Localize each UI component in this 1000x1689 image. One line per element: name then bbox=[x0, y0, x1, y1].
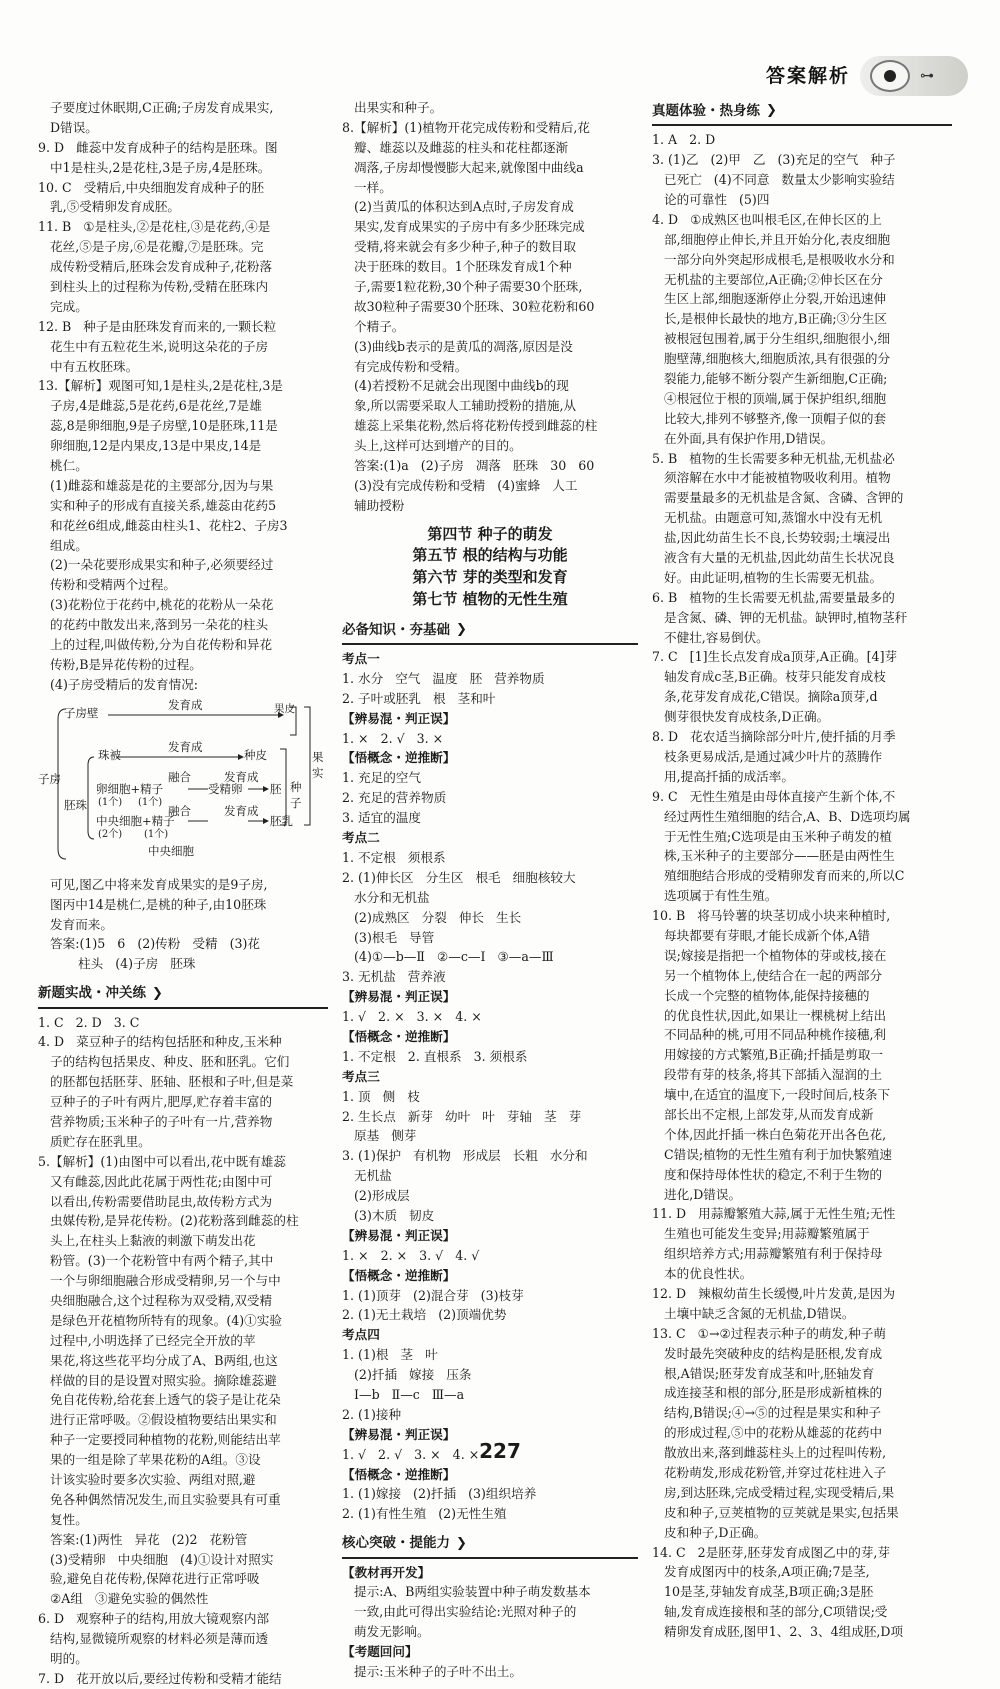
diagram-label-fayucheng-3: 发育成 bbox=[224, 769, 259, 784]
text-line: 本的优良性状。 bbox=[652, 1266, 753, 1282]
text-line: 无机盐的主要部位,A正确;②伸长区在分 bbox=[652, 271, 883, 287]
text-line: 枝条更易成活,是通过减少叶片的蒸腾作 bbox=[652, 748, 883, 764]
text-line: 5.【解析】(1)由图中可以看出,花中既有雄蕊 bbox=[38, 1153, 286, 1169]
diagram-label-fayucheng-2: 发育成 bbox=[168, 739, 203, 754]
text-line: 验,避免自花传粉,保障花进行正常呼吸 bbox=[38, 1571, 260, 1587]
text-line: (3)没有完成传粉和受精 (4)蜜蜂 人工 bbox=[342, 477, 578, 493]
text-line: 1. × 2. × 3. √ 4. √ bbox=[342, 1247, 480, 1263]
text-line: ②A组 ③避免实验的偶然性 bbox=[38, 1591, 209, 1607]
column-1-top-text bbox=[38, 98, 328, 695]
text-line: 1. (1)顶芽 (2)混合芽 (3)枝芽 bbox=[342, 1287, 524, 1303]
text-line: 进化,D错误。 bbox=[652, 1186, 742, 1202]
text-line: (4)若授粉不足就会出现图中曲线b的现 bbox=[342, 378, 569, 394]
text-line: 散放出来,落到雌蕊柱头上的过程叫传粉, bbox=[652, 1445, 887, 1461]
text-line: 雄蕊上采集花粉,然后将花粉传授到雌蕊的柱 bbox=[342, 418, 598, 434]
text-line: 明的。 bbox=[38, 1651, 88, 1666]
text-line: 【辨易混・判正误】 bbox=[342, 989, 456, 1005]
ovary-development-diagram bbox=[38, 699, 328, 869]
text-line: 比较大,排列不够整齐,像一顶帽子似的套 bbox=[652, 410, 887, 426]
text-line: 央细胞融合,这个过程称为双受精,双受精 bbox=[38, 1292, 273, 1308]
text-line: 9. C 无性生殖是由母体直接产生新个体,不 bbox=[652, 788, 896, 804]
text-line: 【教材再开发】 bbox=[342, 1564, 431, 1580]
text-line: 1. (1)嫁接 (2)扦插 (3)组织培养 bbox=[342, 1486, 537, 1502]
text-line: 14. C 2是胚芽,胚芽发育成图乙中的芽,芽 bbox=[652, 1544, 891, 1560]
text-line: 【辨易混・判正误】 bbox=[342, 1227, 456, 1243]
text-line: 被根冠包围着,属于分生组织,细胞很小,细 bbox=[652, 331, 891, 347]
text-line: 成传粉受精后,胚珠会发育成种子,花粉落 bbox=[38, 259, 273, 275]
text-line: 又有雌蕊,因此此花属于两性花;由图中可 bbox=[38, 1173, 273, 1189]
text-line: 免自花传粉,给花套上透气的袋子是让花朵 bbox=[38, 1392, 281, 1408]
text-line: 免各种偶然情况发生,而且实验要具有可重 bbox=[38, 1491, 281, 1507]
text-line: 2. (1)接种 bbox=[342, 1406, 402, 1422]
text-line: 12. D 辣椒幼苗生长缓慢,叶片发黄,是因为 bbox=[652, 1285, 896, 1301]
text-line: 根,A错误;胚芽发育成茎和叶,胚轴发育 bbox=[652, 1365, 875, 1381]
text-line: 【悟概念・逆推断】 bbox=[342, 1267, 456, 1283]
text-line: 1. (1)根 茎 叶 bbox=[342, 1347, 438, 1363]
text-line: 11. D 用蒜瓣繁殖大蒜,属于无性生殖;无性 bbox=[652, 1206, 896, 1222]
text-line: (2)当黄瓜的体积达到A点时,子房发育成 bbox=[342, 199, 574, 215]
text-line: 柱头 (4)子房 胚珠 bbox=[38, 956, 196, 972]
text-line: 8.【解析】(1)植物开花完成传粉和受精后,花 bbox=[342, 119, 590, 135]
text-line: 水分和无机盐 bbox=[342, 889, 430, 905]
text-line: 生殖也可能发生变异;用蒜瓣繁殖属于 bbox=[652, 1226, 870, 1242]
chapter-titles bbox=[342, 524, 638, 611]
text-line: 受精,将来就会有多少种子,种子的数目取 bbox=[342, 239, 577, 255]
text-line: 10是茎,芽轴发育成茎,B项正确;3是胚 bbox=[652, 1584, 874, 1600]
text-line: 头上,在柱头上黏液的刺激下萌发出花 bbox=[38, 1233, 256, 1249]
text-line: 1. 充足的空气 bbox=[342, 770, 421, 786]
text-line: (3)花粉位于花药中,桃花的花粉从一朵花 bbox=[38, 597, 274, 613]
page-number: 227 bbox=[479, 1439, 521, 1463]
text-line: 传粉和受精两个过程。 bbox=[38, 577, 176, 593]
text-line: 出果实和种子。 bbox=[342, 100, 443, 115]
text-line: 花生中有五粒花生米,说明这朵花的子房 bbox=[38, 338, 269, 354]
text-line: 2. 充足的营养物质 bbox=[342, 790, 447, 806]
text-line: (2)一朵花要形成果实和种子,必须要经过 bbox=[38, 557, 274, 573]
chevron-right-icon: ❯ bbox=[456, 1535, 467, 1551]
text-line: 考点二 bbox=[342, 830, 380, 846]
text-line: 到柱头上的过程称为传粉,受精在胚珠内 bbox=[38, 279, 269, 295]
section-title-hexin: 核心突破・提能力 ❯ bbox=[342, 1530, 638, 1558]
text-line: 生区上部,细胞逐渐停止分裂,开始迅速伸 bbox=[652, 291, 887, 307]
text-line: 土壤中缺乏含氮的无机盐,D错误。 bbox=[652, 1305, 855, 1321]
text-line: 一个与卵细胞融合形成受精卵,另一个与中 bbox=[38, 1273, 281, 1289]
text-line: 的形成过程,⑤中的花粉从雄蕊的花药中 bbox=[652, 1425, 883, 1441]
diagram-label-count-3: (2个) bbox=[98, 828, 123, 840]
text-line: 11. B ①是柱头,②是花柱,③是花药,④是 bbox=[38, 219, 271, 235]
diagram-label-zhuzhu: 胚珠 bbox=[64, 797, 87, 812]
text-line: 蕊,8是卵细胞,9是子房壁,10是胚珠,11是 bbox=[38, 418, 278, 434]
text-line: 5. B 植物的生长需要多种无机盐,无机盐必 bbox=[652, 450, 895, 466]
text-line: 殖细胞结合形成的受精卵发育而来的,所以C bbox=[652, 868, 905, 884]
text-line: 考点一 bbox=[342, 651, 380, 667]
text-line: 乳,⑤受精卵发育成胚。 bbox=[38, 199, 180, 215]
text-line: 答案:(1)两性 异花 (2)2 花粉管 bbox=[38, 1531, 248, 1547]
text-line: 【辨易混・判正误】 bbox=[342, 710, 456, 726]
text-line: 10. B 将马铃薯的块茎切成小块来种植时, bbox=[652, 908, 891, 924]
text-line: 侧芽很快发育成枝条,D正确。 bbox=[652, 709, 830, 725]
text-line: 【考题回问】 bbox=[342, 1644, 418, 1660]
text-line: 一部分向外突起形成根毛,是根吸收水分和 bbox=[652, 251, 895, 267]
chapter-title: 第七节 植物的无性生殖 bbox=[412, 589, 568, 608]
column-3-text bbox=[652, 130, 952, 1642]
text-line: 提示:A、B两组实验装置中种子萌发数基本 bbox=[342, 1584, 591, 1600]
text-line: 考点四 bbox=[342, 1327, 380, 1343]
text-line: 13. C ①→②过程表示种子的萌发,种子萌 bbox=[652, 1325, 886, 1341]
diagram-label-ronghe-1: 融合 bbox=[168, 769, 191, 784]
text-line: 条,花芽发育成花,C错误。摘除a顶芽,d bbox=[652, 689, 878, 705]
text-line: 壤中,在适宜的温度下,一段时间后,枝条下 bbox=[652, 1087, 891, 1103]
text-line: 的花药中散发出来,落到另一朵花的柱头 bbox=[38, 617, 269, 633]
text-line: 2. (1)伸长区 分生区 根毛 细胞核较大 bbox=[342, 869, 576, 885]
text-line: 【悟概念・逆推断】 bbox=[342, 1466, 456, 1482]
key-icon: ⊶ bbox=[920, 67, 934, 84]
text-line: 一致,由此可得出实验结论:光照对种子的 bbox=[342, 1604, 577, 1620]
text-line: 复性。 bbox=[38, 1511, 88, 1527]
text-line: 上的过程,叫做传粉,分为自花传粉和异花 bbox=[38, 637, 273, 653]
diagram-label-zifang: 子房 bbox=[38, 771, 61, 786]
text-line: (4)子房受精后的发育情况: bbox=[38, 676, 199, 692]
text-line: 营养物质;玉米种子的子叶有一片,营养物 bbox=[38, 1113, 273, 1129]
text-line: 13.【解析】观图可知,1是柱头,2是花柱,3是 bbox=[38, 378, 283, 394]
text-line: 1. √ 2. × 3. × 4. × bbox=[342, 1009, 482, 1025]
text-line: 提示:玉米种子的子叶不出土。 bbox=[342, 1664, 522, 1679]
text-line: 子,需要1粒花粉,30个种子需要30个胚珠, bbox=[342, 279, 583, 295]
text-line: 7. D 花开放以后,要经过传粉和受精才能结 bbox=[38, 1670, 282, 1686]
text-line: 一样。 bbox=[342, 179, 392, 195]
text-line: 1. √ 2. √ 3. × 4. × bbox=[342, 1446, 480, 1462]
text-line: (3)曲线b表示的是黄瓜的凋落,原因是没 bbox=[342, 338, 573, 354]
diagram-label-count-2: (1个) bbox=[138, 796, 163, 808]
section-title-bixu: 必备知识・夯基础 ❯ bbox=[342, 617, 638, 645]
text-line: 个体,因此扦插一株白色菊花开出各色花, bbox=[652, 1126, 887, 1142]
text-line: 房,到达胚珠,完成受精过程,实现受精后,果 bbox=[652, 1484, 895, 1500]
text-line: 【悟概念・逆推断】 bbox=[342, 750, 456, 766]
text-line: 3. 无机盐 营养液 bbox=[342, 969, 446, 985]
text-line: 凋落,子房却慢慢膨大起来,就像图中曲线a bbox=[342, 159, 584, 175]
text-line: 是绿色开花植物所特有的现象。(4)①实验 bbox=[38, 1312, 282, 1328]
text-line: 选项属于有性生殖。 bbox=[652, 888, 778, 904]
text-line: (2)成熟区 分裂 伸长 生长 bbox=[342, 909, 522, 925]
text-line: 考点三 bbox=[342, 1068, 380, 1084]
chevron-right-icon: ❯ bbox=[766, 103, 777, 119]
text-line: 样做的目的是设置对照实验。摘除雄蕊避 bbox=[38, 1372, 277, 1388]
text-line: 皮和种子,豆荚植物的豆荚就是果实,包括果 bbox=[652, 1504, 899, 1520]
text-line: 度和保持母体性状的稳定,不利于生物的 bbox=[652, 1166, 883, 1182]
text-line: 和花丝6组成,雌蕊由柱头1、花柱2、子房3 bbox=[38, 517, 288, 533]
text-line: 中有五枚胚珠。 bbox=[38, 358, 139, 374]
diagram-label-guopi: 果皮 bbox=[274, 702, 295, 715]
text-line: 轴发育成c茎,B正确。枝芽只能发育成枝 bbox=[652, 669, 886, 685]
text-line: 计该实验时要多次实验、两组对照,避 bbox=[38, 1471, 256, 1487]
text-line: 决于胚珠的数目。1个胚珠发育成1个种 bbox=[342, 259, 572, 275]
text-line: 另一个植物体上,使结合在一起的两部分 bbox=[652, 967, 883, 983]
text-line: 2. (1)无土栽培 (2)顶端优势 bbox=[342, 1307, 507, 1323]
text-line: 答案:(1)a (2)子房 凋落 胚珠 30 60 bbox=[342, 458, 595, 474]
diagram-label-shoujingluan: 受精卵 bbox=[208, 781, 243, 796]
text-line: 【辨易混・判正误】 bbox=[342, 1426, 456, 1442]
diagram-label-zhubei: 珠被 bbox=[98, 747, 121, 762]
text-line: 头上,这样可达到增产的目的。 bbox=[342, 438, 522, 454]
text-line: 传粉,B是异花传粉的过程。 bbox=[38, 656, 202, 672]
header-title: 答案解析 bbox=[765, 64, 850, 87]
text-line: 株,玉米种子的主要部分——胚是由两性生 bbox=[652, 848, 895, 864]
text-line: 无机盐 bbox=[342, 1168, 392, 1184]
text-line: 结构,B错误;④→⑤的过程是果实和种子 bbox=[652, 1405, 881, 1421]
text-line: 4. D ①成熟区也叫根毛区,在伸长区的上 bbox=[652, 211, 882, 227]
text-line: 1. 不定根 须根系 bbox=[342, 849, 446, 865]
text-line: 瓣、雄蕊以及雌蕊的柱头和花柱都逐渐 bbox=[342, 139, 569, 155]
text-line: 胞壁薄,细胞核大,细胞质浓,具有很强的分 bbox=[652, 351, 891, 367]
chapter-title: 第五节 根的结构与功能 bbox=[412, 546, 568, 565]
column-3 bbox=[652, 98, 952, 1642]
text-line: 子的结构包括果皮、种皮、胚和胚乳。它们 bbox=[38, 1054, 290, 1070]
text-line: 部,细胞停止伸长,并且开始分化,表皮细胞 bbox=[652, 231, 891, 247]
text-line: 1. A 2. D bbox=[652, 132, 716, 148]
diagram-label-fayucheng-4: 发育成 bbox=[224, 803, 259, 818]
text-line: ④根冠位于根的顶端,属于保护组织,细胞 bbox=[652, 390, 887, 406]
text-line: 发育成图丙中的枝条,A项正确;7是茎, bbox=[652, 1564, 870, 1580]
text-line: 实和种子的形成有直接关系,雄蕊由花药5 bbox=[38, 497, 277, 513]
text-line: 的胚都包括胚芽、胚轴、胚根和子叶,但是菜 bbox=[38, 1074, 294, 1090]
text-line: 辅助授粉 bbox=[342, 497, 405, 513]
text-line: 成连接茎和根的部分,胚是形成新植株的 bbox=[652, 1385, 883, 1401]
text-line: 不健壮,容易倒伏。 bbox=[652, 629, 769, 645]
diagram-label-zifangbi: 子房壁 bbox=[64, 705, 99, 720]
text-line: 【悟概念・逆推断】 bbox=[342, 1028, 456, 1044]
text-line: 是含氮、磷、钾的无机盐。缺钾时,植物茎秆 bbox=[652, 609, 908, 625]
text-line: 子要度过休眠期,C正确;子房发育成果实, bbox=[38, 100, 274, 115]
text-line: 已死亡 (4)不同意 数量太少影响实验结 bbox=[652, 172, 895, 188]
text-line: 8. D 花农适当摘除部分叶片,使扦插的月季 bbox=[652, 729, 896, 745]
text-line: 9. D 雌蕊中发育成种子的结构是胚珠。图 bbox=[38, 139, 278, 155]
text-line: 于无性生殖;C选项是由玉米种子萌发的植 bbox=[652, 828, 892, 844]
column-2-text-a bbox=[342, 98, 638, 516]
diagram-label-guo: 果 bbox=[312, 749, 324, 764]
text-line: (3)受精卵 中央细胞 (4)①设计对照实 bbox=[38, 1551, 274, 1567]
column-2-text-b bbox=[342, 649, 638, 1524]
text-line: (2)形成层 bbox=[342, 1188, 410, 1204]
text-line: 7. C [1]生长点发育成a顶芽,A正确。[4]芽 bbox=[652, 649, 898, 665]
text-line: 1. C 2. D 3. C bbox=[38, 1014, 140, 1030]
text-line: 豆种子的子叶有两片,肥厚,贮存着丰富的 bbox=[38, 1094, 273, 1110]
text-line: 个精子。 bbox=[342, 318, 405, 334]
diagram-label-luanxibao: 卵细胞+精子 bbox=[96, 781, 164, 796]
text-line: 部长出不定根,上部发芽,从而发育成新 bbox=[652, 1106, 874, 1122]
section-title-new: 新题实战・冲关练 ❯ bbox=[38, 980, 328, 1008]
chapter-title: 第四节 种子的萌发 bbox=[427, 524, 553, 543]
text-line: 花粉萌发,形成花粉管,并穿过花柱进入子 bbox=[652, 1465, 887, 1480]
text-line: D错误。 bbox=[38, 119, 98, 135]
eye-icon bbox=[870, 60, 910, 92]
text-line: 象,所以需要采取人工辅助授粉的措施,从 bbox=[342, 398, 577, 414]
text-line: (3)木质 韧皮 bbox=[342, 1207, 435, 1223]
text-line: 无机盐。由题意可知,蒸馏水中没有无机 bbox=[652, 510, 883, 526]
text-line: 液含有大量的无机盐,因此幼苗生长状况良 bbox=[652, 550, 895, 566]
text-line: 故30粒种子需要30个胚珠、30粒花粉和60 bbox=[342, 298, 595, 314]
text-line: (3)根毛 导管 bbox=[342, 929, 435, 945]
text-line: 中1是柱头,2是花柱,3是子房,4是胚珠。 bbox=[38, 159, 271, 175]
text-line: 1. × 2. √ 3. × bbox=[342, 730, 444, 746]
text-line: 在外面,具有保护作用,D错误。 bbox=[652, 430, 834, 446]
text-line: 种子一定要授同种植物的花粉,则能结出苹 bbox=[38, 1432, 281, 1448]
text-line: 果花,将这些花平均分成了A、B两组,也这 bbox=[38, 1352, 278, 1368]
text-line: 须溶解在水中才能被植物吸收利用。植物 bbox=[652, 470, 891, 486]
text-line: 果的一组是除了苹果花粉的A组。③设 bbox=[38, 1452, 261, 1468]
header-badge bbox=[860, 56, 968, 96]
text-line: 误;嫁接是指把一个植物体的芽或枝,接在 bbox=[652, 947, 887, 963]
diagram-label-count-4: (1个) bbox=[144, 828, 169, 840]
text-line: 组成。 bbox=[38, 537, 88, 553]
text-line: 3. (1)乙 (2)甲 乙 (3)充足的空气 种子 bbox=[652, 152, 896, 168]
diagram-label-peiru: 胚乳 bbox=[270, 813, 293, 828]
text-line: 2. (1)有性生殖 (2)无性生殖 bbox=[342, 1506, 507, 1522]
text-line: 可见,图乙中将来发育成果实的是9子房, bbox=[38, 876, 268, 892]
text-line: (2)扦插 嫁接 压条 bbox=[342, 1367, 472, 1383]
text-line: 段带有芽的枝条,将其下部插入湿润的土 bbox=[652, 1067, 883, 1083]
chevron-right-icon: ❯ bbox=[152, 985, 163, 1001]
diagram-label-zhong: 种 bbox=[290, 779, 302, 794]
text-line: 子房,4是雌蕊,5是花药,6是花丝,7是雄 bbox=[38, 398, 262, 414]
text-line: 过程中,小明选择了已经完全开放的苹 bbox=[38, 1332, 256, 1348]
text-line: 结构,显微镜所观察的材料必须是薄而透 bbox=[38, 1631, 269, 1647]
text-line: 12. B 种子是由胚珠发育而来的,一颗长粒 bbox=[38, 318, 277, 334]
column-1-bottom-text bbox=[38, 875, 328, 974]
text-line: 组织培养方式;用蒜瓣繁殖有利于保持母 bbox=[652, 1246, 883, 1262]
text-line: 图丙中14是桃仁,是桃的种子,由10胚珠 bbox=[38, 896, 267, 912]
text-line: 1. 不定根 2. 直根系 3. 须根系 bbox=[342, 1048, 528, 1064]
text-line: 2. 生长点 新芽 幼叶 叶 芽轴 茎 芽 bbox=[342, 1108, 582, 1124]
diagram-label-zhongpi: 种皮 bbox=[244, 747, 267, 762]
diagram-label-shi: 实 bbox=[312, 765, 324, 780]
text-line: 轴,发育成连接根和茎的部分,C项错误;受 bbox=[652, 1604, 888, 1620]
text-line: (1)雌蕊和雄蕊是花的主要部分,因为与果 bbox=[38, 477, 274, 493]
text-line: 答案:(1)5 6 (2)传粉 受精 (3)花 bbox=[38, 936, 260, 952]
text-line: 论的可靠性 (5)四 bbox=[652, 192, 770, 207]
chevron-right-icon: ❯ bbox=[456, 622, 467, 638]
text-line: 卵细胞,12是内果皮,13是中果皮,14是 bbox=[38, 438, 262, 454]
text-line: (4)①—b—Ⅱ ②—c—Ⅰ ③—a—Ⅲ bbox=[342, 949, 554, 965]
text-line: 1. 水分 空气 温度 胚 营养物质 bbox=[342, 670, 545, 686]
text-line: 粉管。(3)一个花粉管中有两个精子,其中 bbox=[38, 1253, 274, 1269]
diagram-label-fayucheng-1: 发育成 bbox=[168, 697, 203, 712]
text-line: 发时最先突破种皮的结构是胚根,发育成 bbox=[652, 1345, 883, 1361]
text-line: 经过两性生殖细胞的结合,A、B、D选项均属 bbox=[652, 808, 911, 824]
text-line: 用,提高扦插的成活率。 bbox=[652, 768, 794, 784]
text-line: 2. 子叶或胚乳 根 茎和叶 bbox=[342, 690, 496, 706]
diagram-label-zhongyang: 中央细胞+精子 bbox=[96, 813, 175, 828]
text-line: 虫媒传粉,是异花传粉。(2)花粉落到雌蕊的柱 bbox=[38, 1213, 299, 1229]
diagram-label-zi: 子 bbox=[290, 795, 302, 810]
text-line: 有完成传粉和受精。 bbox=[342, 358, 468, 374]
text-line: 长成一个完整的植物体,能保持接穗的 bbox=[652, 987, 870, 1003]
column-2-text-c bbox=[342, 1563, 638, 1682]
diagram-label-ronghe-2: 融合 bbox=[168, 803, 191, 818]
text-line: 花丝,⑤是子房,⑥是花瓣,⑦是胚珠。完 bbox=[38, 239, 264, 255]
text-line: 果实,发育成果实的子房中有多少胚珠完成 bbox=[342, 219, 585, 235]
column-1-new-text bbox=[38, 1013, 328, 1689]
diagram-label-count-1: (1个) bbox=[98, 796, 123, 808]
diagram-label-zhongyang2: 中央细胞 bbox=[148, 843, 194, 858]
text-line: 原基 侧芽 bbox=[342, 1128, 417, 1144]
text-line: 质贮存在胚乳里。 bbox=[38, 1133, 151, 1149]
text-line: 发育而来。 bbox=[38, 916, 113, 932]
diagram-label-pei: 胚 bbox=[270, 781, 282, 796]
text-line: C错误;植物的无性生殖有利于加快繁殖速 bbox=[652, 1146, 892, 1162]
text-line: 10. C 受精后,中央细胞发育成种子的胚 bbox=[38, 179, 264, 195]
text-line: 盐,因此幼苗生长不良,长势较弱;土壤浸出 bbox=[652, 530, 891, 546]
text-line: 6. B 植物的生长需要无机盐,需要量最多的 bbox=[652, 589, 895, 605]
text-line: 以看出,传粉需要借助昆虫,故传粉方式为 bbox=[38, 1193, 273, 1209]
text-line: 6. D 观察种子的结构,用放大镜观察内部 bbox=[38, 1611, 270, 1627]
text-line: 长,是根伸长最快的地方,B正确;③分生区 bbox=[652, 311, 888, 327]
text-line: 裂能力,能够不断分裂产生新细胞,C正确; bbox=[652, 371, 888, 387]
text-line: 精卵发育成胚,图甲1、2、3、4组成胚,D项 bbox=[652, 1624, 904, 1640]
text-line: 完成。 bbox=[38, 298, 88, 314]
page-header bbox=[766, 56, 968, 96]
text-line: 每块都要有芽眼,才能长成新个体,A错 bbox=[652, 927, 871, 943]
text-line: 皮和种子,D正确。 bbox=[652, 1524, 767, 1540]
text-line: 不同品种的桃,可用不同品种桃作接穗,利 bbox=[652, 1027, 887, 1043]
text-line: 好。由此证明,植物的生长需要无机盐。 bbox=[652, 569, 883, 585]
text-line: 需要量最多的无机盐是含氮、含磷、含钾的 bbox=[652, 490, 904, 506]
text-line: 萌发无影响。 bbox=[342, 1624, 430, 1640]
text-line: 4. D 菜豆种子的结构包括胚和种皮,玉米种 bbox=[38, 1034, 282, 1050]
text-line: 3. 适宜的温度 bbox=[342, 810, 421, 826]
text-line: 进行正常呼吸。②假设植物要结出果实和 bbox=[38, 1412, 277, 1428]
text-line: 1. 顶 侧 枝 bbox=[342, 1088, 420, 1104]
chapter-title: 第六节 芽的类型和发育 bbox=[412, 568, 568, 587]
text-line: 的优良性状,因此,如果让一棵桃树上结出 bbox=[652, 1007, 887, 1023]
text-line: 用嫁接的方式繁殖,B正确;扦插是剪取一 bbox=[652, 1047, 884, 1063]
text-line: Ⅰ—b Ⅱ—c Ⅲ—a bbox=[342, 1386, 465, 1402]
section-title-zhenti: 真题体验・热身练 ❯ bbox=[652, 98, 952, 126]
text-line: 3. (1)保护 有机物 形成层 长粗 水分和 bbox=[342, 1148, 588, 1164]
text-line: 桃仁。 bbox=[38, 458, 88, 474]
